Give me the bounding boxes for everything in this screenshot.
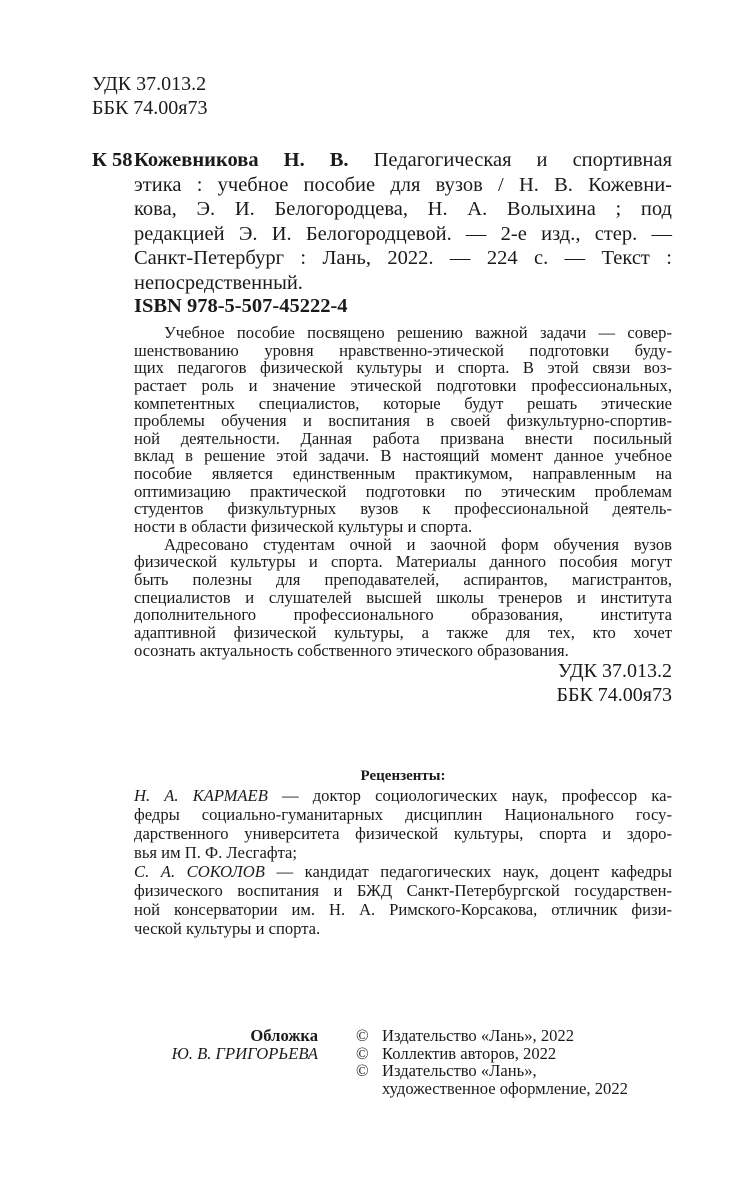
reviewer-text: ческой культуры и спорта.	[134, 919, 321, 938]
cover-label: Обложка	[250, 1026, 318, 1045]
abstract	[134, 324, 672, 659]
reviewers-heading: Рецензенты:	[360, 768, 446, 784]
abstract-line: вклад в решение этой задачи. В настоящий момент данное учебное	[134, 446, 672, 466]
reviewer-line	[134, 881, 672, 900]
copyright-continuation: художественное оформление, 2022	[382, 1078, 628, 1098]
bib-line: Санкт-Петербург : Лань, 2022. — 224 с. — Текст :	[134, 247, 672, 270]
reviewer-line	[134, 900, 672, 919]
copyright-item	[356, 1062, 628, 1080]
bibliographic-record	[134, 148, 672, 296]
bbk-code-top: ББК 74.00я73	[92, 97, 208, 119]
copyright-icon: ©	[356, 1043, 369, 1063]
reviewer-line	[134, 786, 672, 805]
reviewer-name: С. А. СОКОЛОВ	[134, 862, 265, 881]
abstract-line: дополнительного профессионального образования, института	[134, 605, 672, 625]
reviewer-text: федры социально-гуманитарных дисциплин Национального госу-	[134, 805, 672, 824]
reviewer-line	[134, 805, 672, 824]
reviewer-text: — доктор социологических наук, профессор ка-	[267, 786, 672, 805]
abstract-line: ности в области физической культуры и спорта.	[134, 517, 473, 537]
bbk-code-bottom: ББК 74.00я73	[556, 684, 672, 706]
udk-code-top: УДК 37.013.2	[92, 73, 207, 95]
copyright-text: Издательство «Лань»,	[382, 1061, 537, 1081]
abstract-line: физической культуры и спорта. Материалы данного пособия могут	[134, 552, 672, 572]
copyright-text: Издательство «Лань», 2022	[382, 1026, 575, 1045]
bib-line: кова, Э. И. Белогородцева, Н. А. Волыхина ; под	[134, 198, 672, 221]
abstract-line: компетентных специалистов, которые будут решать этические	[134, 393, 672, 413]
abstract-line: адаптивной физической культуры, а также для тех, кто хочет	[134, 622, 672, 642]
abstract-line: пособие является единственным практикумом, направленным на	[134, 464, 672, 484]
reviewer-text: дарственного университета физической культуры, спорта и здоро-	[134, 824, 672, 843]
abstract-line: оптимизацию практической подготовки по этическим проблемам	[134, 481, 672, 501]
abstract-line: проблемы обучения и воспитания в своей физкультурно-спортив-	[134, 411, 672, 431]
isbn: ISBN 978-5-507-45222-4	[134, 295, 348, 317]
reviewer-text: ной консерватории им. Н. А. Римского-Корсакова, отличник физи-	[134, 900, 672, 919]
reviewer-text: вья им П. Ф. Лесгафта;	[134, 843, 298, 862]
bib-line: этика : учебное пособие для вузов / Н. В. Кожевни-	[134, 173, 672, 196]
reviewer-text: физического воспитания и БЖД Санкт-Петербургской государствен-	[134, 881, 672, 900]
abstract-line: студентов физкультурных вузов к профессиональной деятель-	[134, 499, 672, 519]
bib-author: Кожевникова Н. В.	[134, 149, 349, 171]
abstract-line: Учебное пособие посвящено решению важной задачи — совер-	[164, 323, 672, 342]
cover-artist: Ю. В. ГРИГОРЬЕВА	[171, 1044, 318, 1063]
bib-line: редакцией Э. И. Белогородцевой. — 2-е изд., стер. —	[134, 222, 672, 245]
bib-line	[134, 148, 672, 173]
reviewer-name: Н. А. КАРМАЕВ	[134, 786, 268, 805]
reviewers-list	[134, 786, 672, 938]
abstract-line: Адресовано студентам очной и заочной форм обучения вузов	[164, 534, 672, 554]
udk-code-bottom: УДК 37.013.2	[557, 660, 672, 682]
reviewer-text: — кандидат педагогических наук, доцент кафедры	[264, 862, 672, 881]
author-mark: К 58	[92, 149, 133, 171]
abstract-line: щих педагогов физической культуры и спорта. В этой связи воз-	[134, 358, 672, 378]
abstract-line: осознать актуальность собственного этического образования.	[134, 640, 569, 660]
reviewer-line	[134, 843, 672, 862]
reviewer-line	[134, 919, 672, 938]
copyright-item	[356, 1045, 628, 1063]
reviewer-line	[134, 824, 672, 843]
bib-title: Педагогическая и спортивная	[348, 149, 672, 171]
reviewer-line	[134, 862, 672, 881]
abstract-line: специалистов и слушателей высшей школы тренеров и института	[134, 587, 672, 607]
abstract-line: быть полезны для преподавателей, аспирантов, магистрантов,	[134, 569, 672, 589]
abstract-line: растает роль и значение этической подготовки профессиональных,	[134, 375, 672, 395]
copyright-icon: ©	[356, 1061, 369, 1081]
copyright-icon: ©	[356, 1026, 369, 1045]
copyright-block	[356, 1027, 628, 1097]
copyright-text: Коллектив авторов, 2022	[382, 1043, 557, 1063]
abstract-line: ной деятельности. Данная работа призвана внести посильный	[134, 428, 672, 448]
copyright-item	[356, 1027, 628, 1045]
bib-line: непосредственный.	[134, 271, 303, 294]
abstract-line: шенствованию уровня нравственно-этической подготовки буду-	[134, 340, 672, 360]
